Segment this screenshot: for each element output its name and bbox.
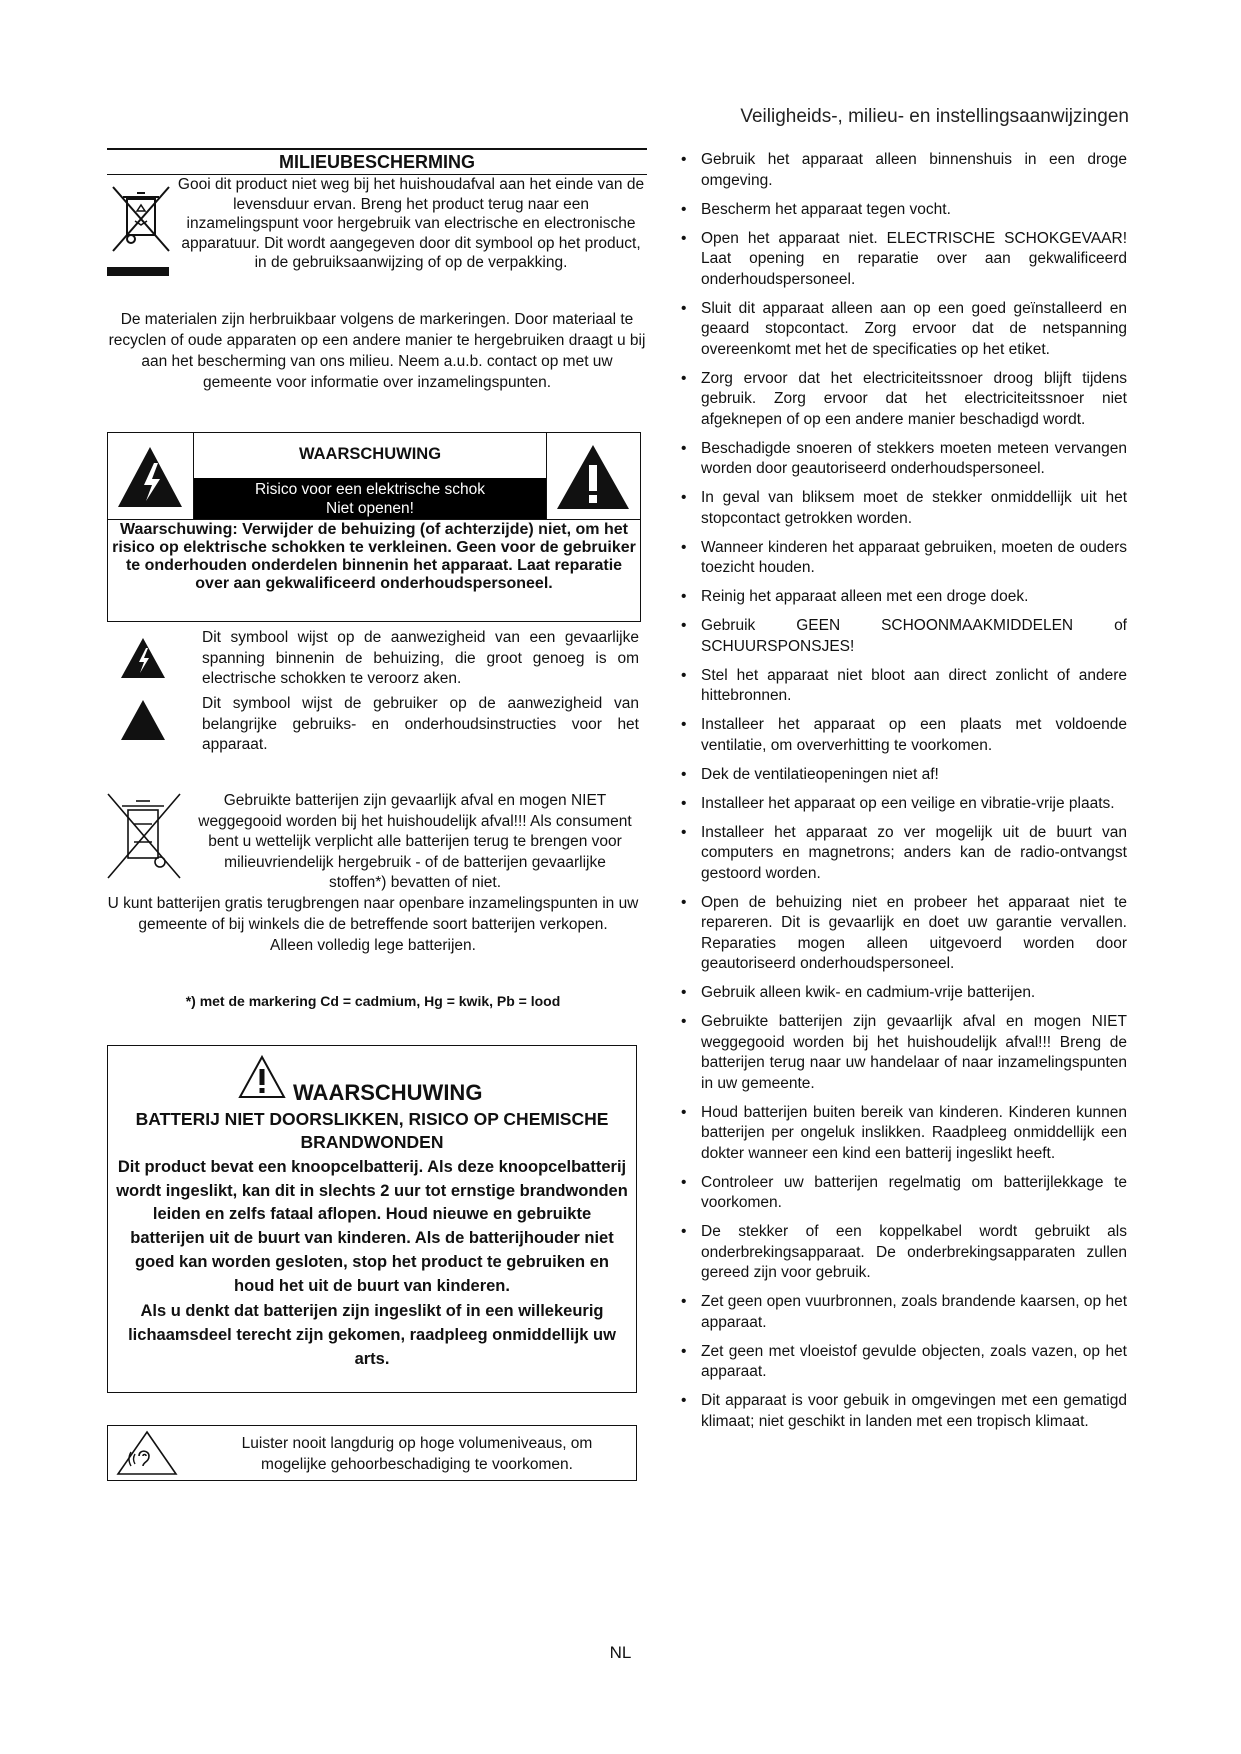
bullet-item [681, 488, 1127, 529]
bullet-text: Gebruik alleen kwik- en cadmium-vrije batterijen. [701, 984, 1036, 1001]
bullet-dot-icon: • [681, 984, 687, 1001]
bullet-text: Stel het apparaat niet bloot aan direct zonlicht of andere hittebronnen. [701, 666, 1127, 704]
lightning-symbol-icon [119, 636, 167, 680]
environment-title: MILIEUBESCHERMING [107, 148, 647, 175]
warning-box-text: Waarschuwing: Verwijder de behuizing (of achterzijde) niet, om het risico op elektrische schokken te verkleinen. Geen voor de gebruiker te onderhouden onderdelen binnenin het apparaat. Laat reparatie over aan gekwalificeerd onderhoudspersoneel. [112, 521, 636, 592]
bullet-dot-icon: • [681, 1173, 687, 1191]
bullet-item [681, 893, 1127, 975]
bullet-dot-icon: • [681, 200, 687, 218]
cell-warning-body-2: Als u denkt dat batterijen zijn ingeslikt of in een willekeurig lichaamsdeel terecht zijn gekomen, raadpleeg onmiddellijk uw arts. [128, 1302, 616, 1368]
bullet-text: De stekker of een koppelkabel wordt gebruikt als onderbrekingsapparaat. De onderbrekingsapparaten zullen gereed zijn voor gebruik. [701, 1223, 1127, 1281]
bullet-dot-icon: • [681, 1013, 687, 1030]
bullet-item [681, 1103, 1127, 1165]
battery-text-2: U kunt batterijen gratis terugbrengen naar openbare inzamelingspunten in uw gemeente of bij winkels die de betreffende soort batterijen verkopen. [107, 895, 639, 933]
bullet-item [681, 587, 1127, 608]
bullet-dot-icon: • [681, 1342, 687, 1360]
warning-box-header [108, 433, 640, 520]
warning-box-right-cell [546, 433, 640, 519]
electric-shock-warning-box [107, 432, 641, 622]
bullet-text: Zet geen met vloeistof gevulde objecten, zoals vazen, op het apparaat. [701, 1342, 1127, 1380]
bullet-item [681, 538, 1127, 579]
bullet-text: Controleer uw batterijen regelmatig om batterijlekkage te voorkomen. [701, 1173, 1127, 1211]
lightning-symbol-row [107, 628, 639, 690]
cell-warning-header [108, 1054, 636, 1108]
bullet-item [681, 983, 1127, 1004]
cell-warning-body-1: Dit product bevat een knoopcelbatterij. Als deze knoopcelbatterij wordt ingeslikt, kan dit in slechts 2 uur tot ernstige brandwonden leiden en zelfs fataal aflopen. Houd nieuwe en gebruikte batterijen uit de buurt van kinderen. Als de batterijhouder niet goed kan worden gesloten, stop het product te gebruiken en houd het uit de buurt van kinderen. [116, 1158, 628, 1295]
battery-text-1: Gebruikte batterijen zijn gevaarlijk afval en mogen NIET weggegooid worden bij het huishoudelijk afval!!! Als consument bent u wettelijk verplicht alle batterijen terug te brengen voor milieuvriendelijk hergebruik - of de batterijen gevaarlijke stoffen*) bevatten of niet. [198, 792, 632, 891]
bullet-item [681, 823, 1127, 885]
bullet-text: Sluit dit apparaat alleen aan op een goed geïnstalleerd en geaard stopcontact. Zorg ervoor dat de netspanning overeenkomt met het de specificaties op het etiket. [701, 299, 1127, 358]
battery-bin-icon [106, 790, 182, 880]
bullet-dot-icon: • [681, 151, 687, 168]
warning-triangle-icon [238, 1054, 286, 1100]
exclamation-symbol-icon [119, 698, 167, 742]
bullet-item [681, 715, 1127, 756]
bullet-item [681, 150, 1127, 191]
bullet-item [681, 1012, 1127, 1094]
bullet-text: Dek de ventilatieopeningen niet af! [701, 765, 939, 783]
warning-box-black-label [194, 478, 546, 519]
bullet-list [681, 150, 1127, 1432]
bullet-dot-icon: • [681, 369, 687, 387]
bullet-text: Gebruik het apparaat alleen binnenshuis in een droge omgeving. [701, 151, 1127, 189]
lightning-warning-icon [108, 433, 193, 519]
bullet-dot-icon: • [681, 1293, 687, 1310]
bullet-item [681, 765, 1127, 786]
bullet-item [681, 1292, 1127, 1333]
warning-black-line-2: Niet openen! [326, 500, 414, 517]
bullet-dot-icon: • [681, 538, 687, 556]
weee-black-bar [107, 267, 169, 276]
warning-black-line-1: Risico voor een elektrische schok [254, 481, 486, 498]
bullet-text: In geval van bliksem moet de stekker onmiddellijk uit het stopcontact getrokken worden. [701, 489, 1127, 527]
bullet-text: Installeer het apparaat op een plaats met voldoende ventilatie, om oververhitting te voorkomen. [701, 716, 1127, 754]
bullet-text: Open de behuizing niet en probeer het apparaat niet te repareren. Dit is gevaarlijk en doet uw garantie vervallen. Reparaties mogen alleen uitgevoerd worden door geautoriseerd onderhoudspersoneel. [701, 893, 1127, 972]
bullet-dot-icon: • [681, 439, 687, 457]
bullet-text: Installeer het apparaat zo ver mogelijk uit de buurt van computers en magnetrons; anders kan de radio-ontvangst gestoord worden. [701, 823, 1127, 882]
crossed-bin-icon [111, 181, 171, 259]
button-cell-warning-box [107, 1045, 637, 1393]
bullet-text: Open het apparaat niet. ELECTRISCHE SCHOKGEVAAR! Laat opening en reparatie over aan gekwalificeerd onderhoudspersoneel. [701, 229, 1127, 288]
bullet-text: Beschadigde snoeren of stekkers moeten meteen vervangen worden door geautoriseerd onderhoudspersoneel. [701, 439, 1127, 477]
environment-row [107, 175, 647, 305]
bullet-dot-icon: • [681, 823, 687, 841]
hearing-warning-text: Luister nooit langdurig op hoge volumeniveaus, om mogelijke gehoorbeschadiging te voorkomen. [241, 1435, 593, 1473]
bullet-item [681, 666, 1127, 707]
bullet-text: Gebruik GEEN SCHOONMAAKMIDDELEN of SCHUURSPONSJES! [701, 617, 1127, 655]
cell-warning-title: WAARSCHUWING [293, 1080, 483, 1105]
bullet-item [681, 616, 1127, 657]
bullet-item [681, 1342, 1127, 1383]
battery-text-2-block [107, 893, 639, 956]
bullet-item [681, 794, 1127, 815]
bullet-dot-icon: • [681, 893, 687, 911]
bullet-item [681, 229, 1127, 291]
bullet-dot-icon: • [681, 489, 687, 506]
bullet-dot-icon: • [681, 1392, 687, 1409]
exclamation-symbol-text: Dit symbool wijst de gebruiker op de aanwezigheid van belangrijke gebruiks- en onderhoudsinstructies voor het apparaat. [202, 695, 639, 753]
bullet-dot-icon: • [681, 617, 687, 634]
bullet-text: Zet geen open vuurbronnen, zoals brandende kaarsen, op het apparaat. [701, 1293, 1127, 1331]
bullet-item [681, 1222, 1127, 1284]
bullet-item [681, 1391, 1127, 1432]
bullet-dot-icon: • [681, 229, 687, 247]
page-header-title: Veiligheids-, milieu- en instellingsaanwijzingen [740, 106, 1129, 127]
bullet-dot-icon: • [681, 299, 687, 317]
exclamation-symbol-row [107, 694, 639, 758]
bullet-text: Wanneer kinderen het apparaat gebruiken, moeten de ouders toezicht houden. [701, 538, 1127, 576]
page-language-label: NL [609, 1643, 632, 1662]
bullet-text: Reinig het apparaat alleen met een droge doek. [701, 588, 1029, 605]
environment-text-2: De materialen zijn herbruikbaar volgens de markeringen. Door materiaal te recyclen of oude apparaten op een andere manier te hergebruiken draagt u bij aan het bescherming van ons milieu. Neem a.u.b. contact op met uw gemeente voor informatie over inzamelingspunten. [108, 311, 646, 391]
battery-note: *) met de markering Cd = cadmium, Hg = kwik, Pb = lood [185, 993, 561, 1009]
environment-text-1: Gooi dit product niet weg bij het huishoudafval aan het einde van de levensduur ervan. Breng het product terug naar een inzamelingspunt voor hergebruik van electrische en electronische apparatuur. Dit wordt aangegeven door dit symbool op het product, in de gebruiksaanwijzing of op de verpakking. [177, 176, 645, 271]
bullet-dot-icon: • [681, 765, 687, 783]
hearing-warning-icon [116, 1430, 178, 1476]
exclamation-warning-icon [547, 433, 640, 519]
bullet-dot-icon: • [681, 1103, 687, 1121]
bullet-item [681, 439, 1127, 480]
environment-section [107, 148, 647, 393]
bullet-dot-icon: • [681, 716, 687, 733]
bullet-item [681, 200, 1127, 221]
bullet-text: Dit apparaat is voor gebuik in omgevingen met een gematigd klimaat; niet geschikt in landen met een tropisch klimaat. [701, 1392, 1127, 1430]
bullet-dot-icon: • [681, 588, 687, 605]
bullet-dot-icon: • [681, 666, 687, 684]
bullet-text: Gebruikte batterijen zijn gevaarlijk afval en mogen NIET weggegooid worden bij het huishoudelijk afval!!! Breng de batterijen terug naar uw handelaar of naar inzamelingspunten in uw gemeente. [701, 1013, 1127, 1092]
bullet-dot-icon: • [681, 794, 687, 812]
battery-text-3: Alleen volledig lege batterijen. [270, 937, 476, 954]
bullet-text: Zorg ervoor dat het electriciteitssnoer droog blijft tijdens gebruik. Zorg ervoor dat het electriciteitssnoer niet afgeknepen of op een andere manier beschadigd wordt. [701, 369, 1127, 428]
bullet-text: Installeer het apparaat op een veilige en vibratie-vrije plaats. [701, 794, 1115, 812]
bullet-item [681, 299, 1127, 361]
bullet-item [681, 369, 1127, 431]
hearing-warning-box [107, 1425, 637, 1481]
cell-warning-subtitle: BATTERIJ NIET DOORSLIKKEN, RISICO OP CHEMISCHE BRANDWONDEN [135, 1109, 609, 1152]
bullet-dot-icon: • [681, 1223, 687, 1240]
bullet-item [681, 1173, 1127, 1214]
lightning-symbol-text: Dit symbool wijst op de aanwezigheid van een gevaarlijke spanning binnenin de behuizing, die groot genoeg is om electrische schokken te veroorz aken. [202, 629, 639, 687]
bullet-text: Bescherm het apparaat tegen vocht. [701, 200, 951, 218]
warning-box-left-cell [108, 433, 194, 519]
bullet-text: Houd batterijen buiten bereik van kinderen. Kinderen kunnen batterijen per ongeluk inslikken. Raadpleeg onmiddellijk een dokter wanneer een kind een batterij ingeslikt heeft. [701, 1103, 1127, 1162]
warning-box-title: WAARSCHUWING [298, 445, 442, 463]
safety-instructions-list [681, 150, 1127, 1441]
